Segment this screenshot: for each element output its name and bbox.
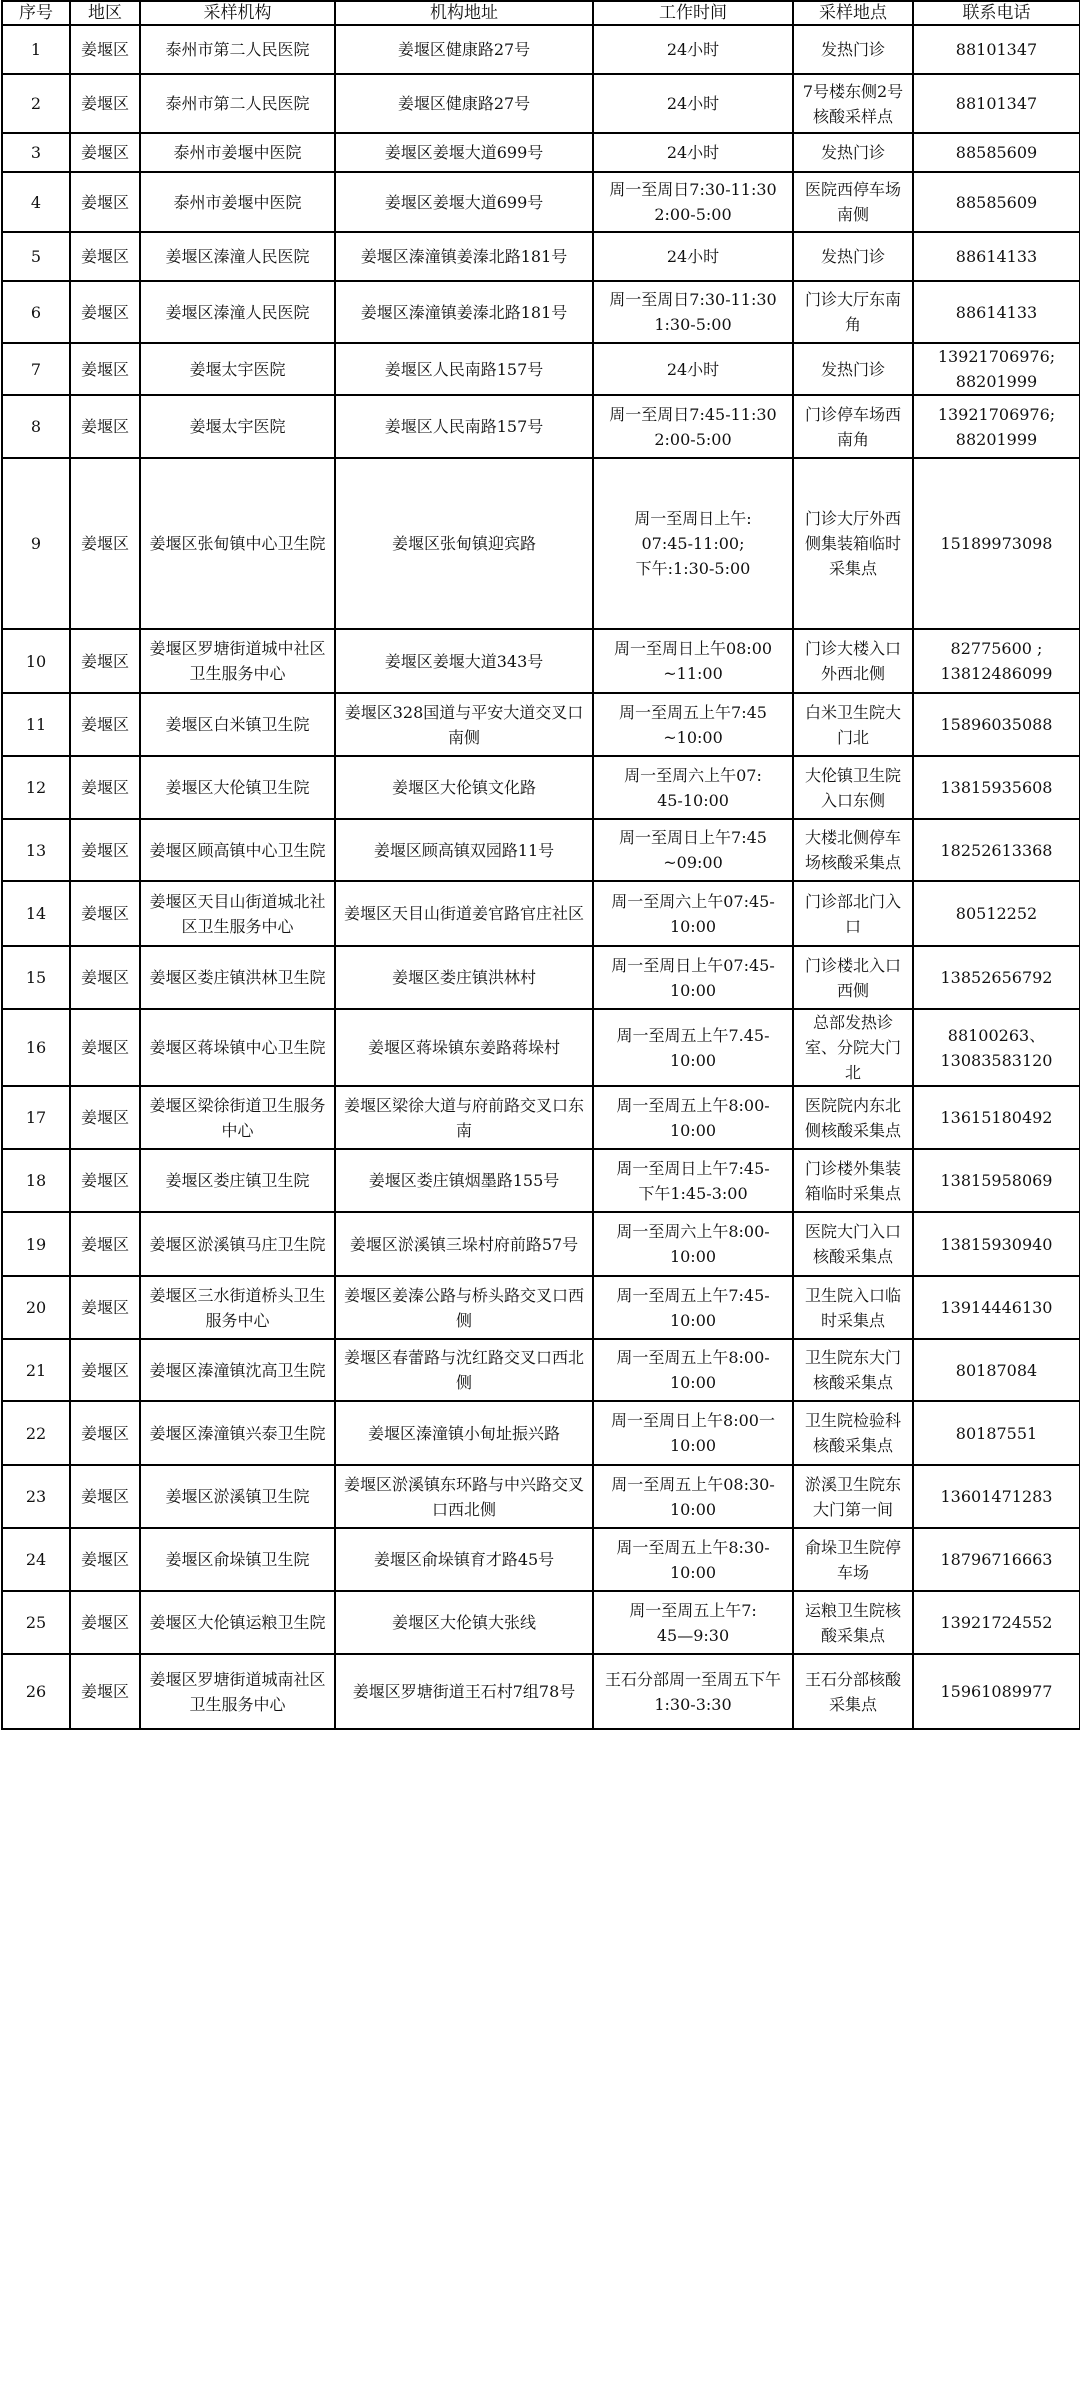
cell-area: 姜堰区 <box>70 693 140 756</box>
cell-place: 总部发热诊室、分院大门北 <box>793 1009 913 1086</box>
cell-org: 泰州市第二人民医院 <box>140 25 335 74</box>
cell-place: 卫生院入口临时采集点 <box>793 1276 913 1339</box>
cell-place: 门诊大厅外西侧集装箱临时采集点 <box>793 458 913 629</box>
cell-area: 姜堰区 <box>70 1212 140 1276</box>
cell-time: 周一至周五上午8:30- 10:00 <box>593 1528 793 1591</box>
sampling-sites-table <box>1 0 1080 1730</box>
cell-area: 姜堰区 <box>70 1591 140 1654</box>
cell-org: 姜堰区娄庄镇卫生院 <box>140 1149 335 1212</box>
cell-address: 姜堰区张甸镇迎宾路 <box>335 458 593 629</box>
table-row <box>2 1528 1080 1591</box>
cell-no: 18 <box>2 1149 70 1212</box>
cell-time: 周一至周日上午7:45 ~09:00 <box>593 819 793 881</box>
cell-no: 22 <box>2 1401 70 1465</box>
cell-no: 3 <box>2 133 70 172</box>
cell-time: 周一至周日上午: 07:45-11:00; 下午:1:30-5:00 <box>593 458 793 629</box>
cell-phone: 88614133 <box>913 281 1080 343</box>
cell-address: 姜堰区春蕾路与沈红路交叉口西北侧 <box>335 1339 593 1401</box>
cell-area: 姜堰区 <box>70 133 140 172</box>
cell-address: 姜堰区顾高镇双园路11号 <box>335 819 593 881</box>
table-row <box>2 172 1080 232</box>
cell-org: 泰州市姜堰中医院 <box>140 172 335 232</box>
cell-phone: 15961089977 <box>913 1654 1080 1729</box>
cell-org: 姜堰太宇医院 <box>140 343 335 395</box>
cell-address: 姜堰区溱潼镇姜溱北路181号 <box>335 232 593 281</box>
cell-phone: 88101347 <box>913 74 1080 133</box>
cell-phone: 13921724552 <box>913 1591 1080 1654</box>
cell-address: 姜堰区溱潼镇小甸址振兴路 <box>335 1401 593 1465</box>
table-row <box>2 343 1080 395</box>
cell-phone: 13815958069 <box>913 1149 1080 1212</box>
cell-org: 姜堰区溱潼镇沈高卫生院 <box>140 1339 335 1401</box>
cell-phone: 18252613368 <box>913 819 1080 881</box>
cell-place: 发热门诊 <box>793 232 913 281</box>
cell-address: 姜堰区人民南路157号 <box>335 343 593 395</box>
table-row <box>2 1465 1080 1528</box>
cell-area: 姜堰区 <box>70 343 140 395</box>
cell-area: 姜堰区 <box>70 881 140 946</box>
cell-org: 姜堰区大伦镇卫生院 <box>140 756 335 819</box>
cell-place: 门诊楼外集装箱临时采集点 <box>793 1149 913 1212</box>
cell-no: 16 <box>2 1009 70 1086</box>
cell-time: 周一至周五上午08:30- 10:00 <box>593 1465 793 1528</box>
cell-phone: 13601471283 <box>913 1465 1080 1528</box>
cell-place: 大伦镇卫生院入口东侧 <box>793 756 913 819</box>
cell-address: 姜堰区俞垛镇育才路45号 <box>335 1528 593 1591</box>
cell-area: 姜堰区 <box>70 1149 140 1212</box>
cell-time: 24小时 <box>593 343 793 395</box>
cell-area: 姜堰区 <box>70 1401 140 1465</box>
cell-area: 姜堰区 <box>70 756 140 819</box>
cell-org: 姜堰区溱潼镇兴泰卫生院 <box>140 1401 335 1465</box>
cell-time: 周一至周五上午8:00- 10:00 <box>593 1086 793 1149</box>
cell-no: 11 <box>2 693 70 756</box>
cell-place: 发热门诊 <box>793 343 913 395</box>
cell-time: 24小时 <box>593 232 793 281</box>
cell-org: 姜堰区淤溪镇马庄卫生院 <box>140 1212 335 1276</box>
table-row <box>2 1654 1080 1729</box>
cell-org: 姜堰区大伦镇运粮卫生院 <box>140 1591 335 1654</box>
cell-phone: 88101347 <box>913 25 1080 74</box>
cell-address: 姜堰区淤溪镇东环路与中兴路交叉口西北侧 <box>335 1465 593 1528</box>
cell-address: 姜堰区328国道与平安大道交叉口南侧 <box>335 693 593 756</box>
table-row <box>2 74 1080 133</box>
cell-phone: 13914446130 <box>913 1276 1080 1339</box>
table-row <box>2 395 1080 458</box>
cell-place: 卫生院检验科核酸采集点 <box>793 1401 913 1465</box>
cell-no: 19 <box>2 1212 70 1276</box>
cell-org: 姜堰区罗塘街道城中社区卫生服务中心 <box>140 629 335 693</box>
cell-address: 姜堰区蒋垛镇东姜路蒋垛村 <box>335 1009 593 1086</box>
cell-time: 24小时 <box>593 133 793 172</box>
cell-org: 姜堰区俞垛镇卫生院 <box>140 1528 335 1591</box>
cell-place: 王石分部核酸采集点 <box>793 1654 913 1729</box>
cell-phone: 13921706976; 88201999 <box>913 343 1080 395</box>
cell-address: 姜堰区人民南路157号 <box>335 395 593 458</box>
header-place: 采样地点 <box>793 1 913 25</box>
cell-org: 姜堰区天目山街道城北社区卫生服务中心 <box>140 881 335 946</box>
cell-org: 姜堰区溱潼人民医院 <box>140 281 335 343</box>
table-row <box>2 819 1080 881</box>
cell-no: 2 <box>2 74 70 133</box>
cell-org: 姜堰区梁徐街道卫生服务中心 <box>140 1086 335 1149</box>
cell-address: 姜堰区姜堰大道699号 <box>335 133 593 172</box>
cell-place: 门诊停车场西南角 <box>793 395 913 458</box>
header-address: 机构地址 <box>335 1 593 25</box>
cell-area: 姜堰区 <box>70 1465 140 1528</box>
cell-no: 4 <box>2 172 70 232</box>
cell-area: 姜堰区 <box>70 1339 140 1401</box>
table-row <box>2 693 1080 756</box>
cell-place: 门诊大厅东南角 <box>793 281 913 343</box>
cell-address: 姜堰区娄庄镇烟墨路155号 <box>335 1149 593 1212</box>
table-row <box>2 133 1080 172</box>
cell-time: 周一至周日7:45-11:30 2:00-5:00 <box>593 395 793 458</box>
header-hours: 工作时间 <box>593 1 793 25</box>
cell-no: 9 <box>2 458 70 629</box>
cell-no: 5 <box>2 232 70 281</box>
cell-address: 姜堰区大伦镇大张线 <box>335 1591 593 1654</box>
cell-time: 周一至周五上午7:45 ~10:00 <box>593 693 793 756</box>
cell-time: 周一至周日上午8:00一 10:00 <box>593 1401 793 1465</box>
cell-phone: 80512252 <box>913 881 1080 946</box>
cell-time: 24小时 <box>593 74 793 133</box>
cell-time: 周一至周日7:30-11:30 2:00-5:00 <box>593 172 793 232</box>
cell-phone: 88100263、 13083583120 <box>913 1009 1080 1086</box>
cell-address: 姜堰区溱潼镇姜溱北路181号 <box>335 281 593 343</box>
cell-place: 门诊大楼入口外西北侧 <box>793 629 913 693</box>
cell-place: 淤溪卫生院东大门第一间 <box>793 1465 913 1528</box>
cell-area: 姜堰区 <box>70 819 140 881</box>
cell-place: 俞垛卫生院停车场 <box>793 1528 913 1591</box>
cell-phone: 13815935608 <box>913 756 1080 819</box>
cell-time: 周一至周六上午8:00- 10:00 <box>593 1212 793 1276</box>
cell-time: 王石分部周一至周五下午1:30-3:30 <box>593 1654 793 1729</box>
cell-phone: 82775600 ; 13812486099 <box>913 629 1080 693</box>
cell-place: 白米卫生院大门北 <box>793 693 913 756</box>
table-row <box>2 1591 1080 1654</box>
cell-org: 姜堰区三水街道桥头卫生服务中心 <box>140 1276 335 1339</box>
cell-time: 周一至周五上午7:45- 10:00 <box>593 1276 793 1339</box>
cell-place: 发热门诊 <box>793 133 913 172</box>
cell-place: 发热门诊 <box>793 25 913 74</box>
cell-area: 姜堰区 <box>70 629 140 693</box>
cell-no: 7 <box>2 343 70 395</box>
cell-address: 姜堰区姜堰大道699号 <box>335 172 593 232</box>
cell-phone: 13615180492 <box>913 1086 1080 1149</box>
header-org: 采样机构 <box>140 1 335 25</box>
cell-time: 周一至周六上午07:45- 10:00 <box>593 881 793 946</box>
cell-no: 14 <box>2 881 70 946</box>
cell-org: 泰州市姜堰中医院 <box>140 133 335 172</box>
cell-no: 8 <box>2 395 70 458</box>
cell-phone: 88614133 <box>913 232 1080 281</box>
cell-no: 24 <box>2 1528 70 1591</box>
cell-area: 姜堰区 <box>70 74 140 133</box>
cell-area: 姜堰区 <box>70 1276 140 1339</box>
header-area: 地区 <box>70 1 140 25</box>
cell-org: 姜堰区张甸镇中心卫生院 <box>140 458 335 629</box>
cell-no: 23 <box>2 1465 70 1528</box>
cell-address: 姜堰区姜堰大道343号 <box>335 629 593 693</box>
table-row <box>2 232 1080 281</box>
cell-place: 运粮卫生院核酸采集点 <box>793 1591 913 1654</box>
cell-phone: 15189973098 <box>913 458 1080 629</box>
cell-org: 姜堰区蒋垛镇中心卫生院 <box>140 1009 335 1086</box>
cell-phone: 88585609 <box>913 172 1080 232</box>
cell-address: 姜堰区天目山街道姜官路官庄社区 <box>335 881 593 946</box>
cell-no: 20 <box>2 1276 70 1339</box>
cell-no: 6 <box>2 281 70 343</box>
table-row <box>2 1339 1080 1401</box>
cell-address: 姜堰区健康路27号 <box>335 25 593 74</box>
cell-area: 姜堰区 <box>70 1528 140 1591</box>
cell-place: 门诊楼北入口西侧 <box>793 946 913 1009</box>
table-row <box>2 281 1080 343</box>
table-row <box>2 946 1080 1009</box>
cell-phone: 15896035088 <box>913 693 1080 756</box>
cell-no: 21 <box>2 1339 70 1401</box>
cell-org: 姜堰区淤溪镇卫生院 <box>140 1465 335 1528</box>
cell-org: 姜堰区白米镇卫生院 <box>140 693 335 756</box>
cell-time: 周一至周五上午7: 45—9:30 <box>593 1591 793 1654</box>
table-row <box>2 1401 1080 1465</box>
table-row <box>2 25 1080 74</box>
cell-place: 7号楼东侧2号核酸采样点 <box>793 74 913 133</box>
cell-no: 13 <box>2 819 70 881</box>
cell-no: 12 <box>2 756 70 819</box>
cell-area: 姜堰区 <box>70 1009 140 1086</box>
cell-address: 姜堰区罗塘街道王石村7组78号 <box>335 1654 593 1729</box>
cell-address: 姜堰区梁徐大道与府前路交叉口东南 <box>335 1086 593 1149</box>
cell-place: 医院院内东北侧核酸采集点 <box>793 1086 913 1149</box>
cell-time: 周一至周五上午8:00- 10:00 <box>593 1339 793 1401</box>
table-row <box>2 1149 1080 1212</box>
cell-area: 姜堰区 <box>70 946 140 1009</box>
cell-no: 10 <box>2 629 70 693</box>
cell-address: 姜堰区娄庄镇洪林村 <box>335 946 593 1009</box>
cell-no: 15 <box>2 946 70 1009</box>
cell-phone: 88585609 <box>913 133 1080 172</box>
cell-area: 姜堰区 <box>70 1086 140 1149</box>
header-phone: 联系电话 <box>913 1 1080 25</box>
table-row <box>2 1276 1080 1339</box>
table-row <box>2 1009 1080 1086</box>
cell-phone: 13852656792 <box>913 946 1080 1009</box>
cell-org: 姜堰区罗塘街道城南社区卫生服务中心 <box>140 1654 335 1729</box>
cell-phone: 13921706976; 88201999 <box>913 395 1080 458</box>
table-row <box>2 1086 1080 1149</box>
cell-area: 姜堰区 <box>70 172 140 232</box>
cell-org: 姜堰区顾高镇中心卫生院 <box>140 819 335 881</box>
cell-address: 姜堰区姜溱公路与桥头路交叉口西侧 <box>335 1276 593 1339</box>
cell-phone: 80187551 <box>913 1401 1080 1465</box>
cell-time: 周一至周日上午7:45- 下午1:45-3:00 <box>593 1149 793 1212</box>
table-row <box>2 881 1080 946</box>
cell-org: 姜堰太宇医院 <box>140 395 335 458</box>
table-row <box>2 458 1080 629</box>
cell-place: 医院西停车场南侧 <box>793 172 913 232</box>
cell-time: 24小时 <box>593 25 793 74</box>
table-row <box>2 1212 1080 1276</box>
cell-phone: 13815930940 <box>913 1212 1080 1276</box>
table-row <box>2 629 1080 693</box>
cell-place: 医院大门入口核酸采集点 <box>793 1212 913 1276</box>
cell-time: 周一至周日上午08:00 ~11:00 <box>593 629 793 693</box>
cell-org: 姜堰区溱潼人民医院 <box>140 232 335 281</box>
cell-address: 姜堰区淤溪镇三垛村府前路57号 <box>335 1212 593 1276</box>
table-row <box>2 756 1080 819</box>
cell-phone: 80187084 <box>913 1339 1080 1401</box>
cell-area: 姜堰区 <box>70 281 140 343</box>
cell-time: 周一至周五上午7.45- 10:00 <box>593 1009 793 1086</box>
cell-time: 周一至周日7:30-11:30 1:30-5:00 <box>593 281 793 343</box>
cell-org: 姜堰区娄庄镇洪林卫生院 <box>140 946 335 1009</box>
cell-no: 17 <box>2 1086 70 1149</box>
cell-org: 泰州市第二人民医院 <box>140 74 335 133</box>
cell-area: 姜堰区 <box>70 458 140 629</box>
cell-place: 门诊部北门入口 <box>793 881 913 946</box>
cell-place: 大楼北侧停车场核酸采集点 <box>793 819 913 881</box>
cell-address: 姜堰区大伦镇文化路 <box>335 756 593 819</box>
cell-area: 姜堰区 <box>70 25 140 74</box>
cell-area: 姜堰区 <box>70 395 140 458</box>
header-no: 序号 <box>2 1 70 25</box>
cell-no: 25 <box>2 1591 70 1654</box>
cell-no: 26 <box>2 1654 70 1729</box>
cell-no: 1 <box>2 25 70 74</box>
cell-phone: 18796716663 <box>913 1528 1080 1591</box>
cell-time: 周一至周六上午07: 45-10:00 <box>593 756 793 819</box>
cell-place: 卫生院东大门核酸采集点 <box>793 1339 913 1401</box>
cell-time: 周一至周日上午07:45- 10:00 <box>593 946 793 1009</box>
table-header-row <box>2 1 1080 25</box>
cell-area: 姜堰区 <box>70 1654 140 1729</box>
cell-area: 姜堰区 <box>70 232 140 281</box>
cell-address: 姜堰区健康路27号 <box>335 74 593 133</box>
